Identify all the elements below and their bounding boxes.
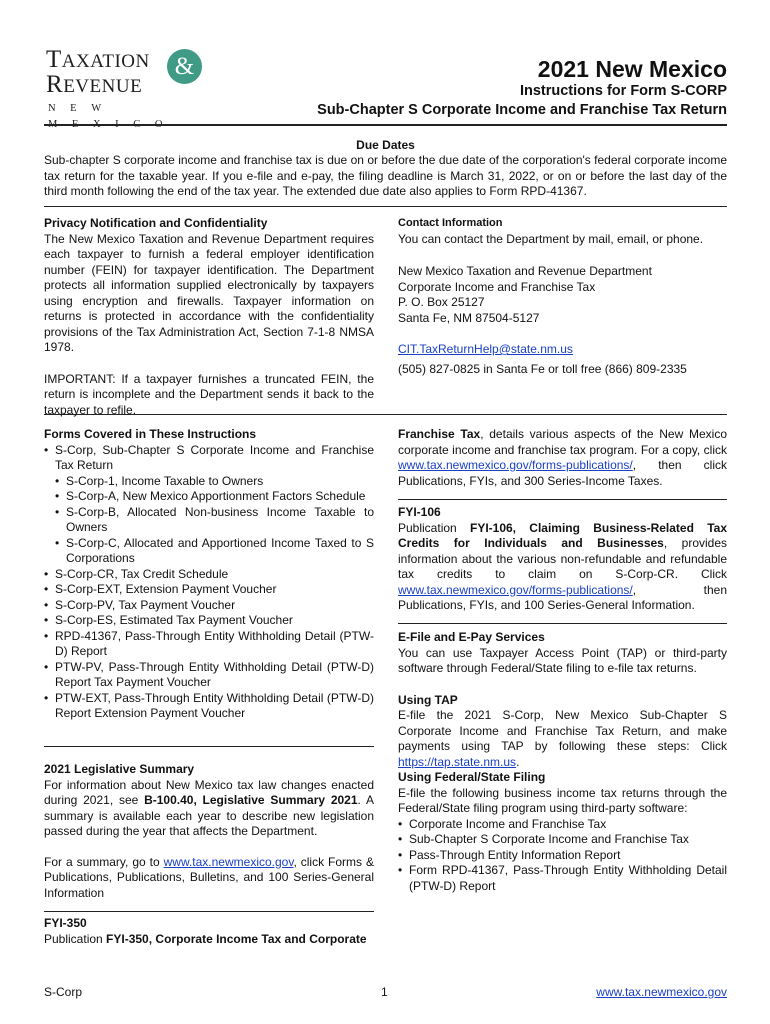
form-list-item: • S-Corp-B, Allocated Non-business Income Taxable to Owners: [44, 505, 374, 536]
fyi106-heading: FYI-106: [398, 505, 441, 519]
forms-rule: [44, 746, 374, 747]
fedstate-list-item: • Form RPD-41367, Pass-Through Entity Withholding Detail (PTW-D) Report: [398, 863, 727, 894]
forms-publications-link[interactable]: www.tax.newmexico.gov/forms-publications/: [398, 582, 633, 597]
agency-logo: [46, 45, 221, 130]
page-subtitle-2: Sub-Chapter S Corporate Income and Franchise Tax Return: [317, 102, 727, 118]
contact-address-line: Santa Fe, NM 87504-5127: [398, 310, 540, 325]
contact-phone: (505) 827-0825 in Santa Fe or toll free (866) 809-2335: [398, 361, 687, 376]
fedstate-list: [398, 817, 727, 895]
form-list-item: • S-Corp-C, Allocated and Apportioned Income Taxed to S Corporations: [44, 536, 374, 567]
legislative-section: [44, 762, 374, 901]
fyi350-heading: FYI-350: [44, 916, 87, 930]
franchise-rule: [398, 499, 727, 500]
form-list-item: • S-Corp, Sub-Chapter S Corporate Income and Franchise Tax Return: [44, 443, 374, 474]
form-list-item: • PTW-PV, Pass-Through Entity Withholding Detail (PTW-D) Report Tax Payment Voucher: [44, 660, 374, 691]
tap-heading: Using TAP: [398, 692, 458, 707]
footer-website-link[interactable]: www.tax.newmexico.gov: [596, 985, 727, 999]
due-dates-heading: Due Dates: [356, 138, 415, 152]
header-rule: [44, 124, 727, 126]
logo-ampersand-badge: &: [167, 49, 202, 84]
form-list-item: • S-Corp-A, New Mexico Apportionment Factors Schedule: [44, 489, 374, 505]
form-list-item: • S-Corp-PV, Tax Payment Voucher: [44, 598, 374, 614]
footer-page-number: 1: [381, 985, 388, 999]
fedstate-text: E-file the following business income tax returns through the Federal/State filing program using third-party software:: [398, 785, 727, 815]
fyi106-rule: [398, 623, 727, 624]
tax-website-link[interactable]: www.tax.newmexico.gov: [163, 854, 294, 869]
contact-address-line: Corporate Income and Franchise Tax: [398, 279, 596, 294]
footer-form-name: S-Corp: [44, 985, 83, 999]
privacy-text: The New Mexico Taxation and Revenue Department requires each taxpayer to furnish a federal employer identification number (FEIN) for taxpayer identification. The Department protects all information supplied electronically by taxpayers using encryption and firewalls. Taxpayer information on returns is protected in accordance with the confidentiality provisions of the Tax Administration Act, Section 7-1-8 NMSA 1978.: [44, 231, 374, 354]
privacy-section: [44, 216, 374, 418]
efile-heading: E-File and E-Pay Services: [398, 630, 545, 644]
tap-link[interactable]: https://tap.state.nm.us: [398, 754, 517, 769]
contact-intro: You can contact the Department by mail, email, or phone.: [398, 231, 704, 246]
contact-address-line: P. O. Box 25127: [398, 295, 485, 309]
page-subtitle: Instructions for Form S-CORP: [519, 83, 727, 99]
fyi106-title: FYI-106, Claiming Business-Related Tax Credits for Individuals and Businesses: [398, 520, 727, 550]
contact-heading: Contact Information: [398, 217, 503, 229]
legislative-heading: 2021 Legislative Summary: [44, 762, 195, 776]
fyi350-section: FYI-350 Publication FYI-350, Corporate Income Tax and Corporate: [44, 916, 379, 947]
efile-text: You can use Taxpayer Access Point (TAP) or third-party software through Federal/State filing to e-file tax returns.: [398, 645, 727, 675]
fedstate-list-item: • Sub-Chapter S Corporate Income and Franchise Tax: [398, 832, 727, 848]
privacy-important: IMPORTANT: If a taxpayer furnishes a truncated FEIN, the return is incomplete and the Department sends it back to the taxpayer to refile.: [44, 371, 374, 417]
page-title: 2021 New Mexico: [537, 56, 727, 82]
form-list-item: • RPD-41367, Pass-Through Entity Withholding Detail (PTW-D) Report: [44, 629, 374, 660]
forms-heading: Forms Covered in These Instructions: [44, 427, 257, 441]
due-dates-text: Sub-chapter S corporate income and franchise tax is due on or before the due date of the corporation's federal corporate income tax return for the taxable year. If you e-file and e-pay, the filing deadline is March 31, 2022, or on or before the last day of the third month following the end of the tax year. The extended due date also applies to Form RPD-41367.: [44, 153, 727, 198]
legislative-text-2: For a summary, go to www.tax.newmexico.gov, click Forms & Publications, Publications, Bulletins, and 100 Series-General Information: [44, 854, 375, 900]
logo-word-revenue: REVENUE: [46, 71, 143, 98]
logo-word-taxation: TAXATION: [46, 46, 150, 73]
fedstate-list-item: • Pass-Through Entity Information Report: [398, 848, 727, 864]
form-list-item: • S-Corp-EXT, Extension Payment Voucher: [44, 582, 374, 598]
contact-email-link[interactable]: CIT.TaxReturnHelp@state.nm.us: [398, 342, 573, 356]
form-list-item: • S-Corp-ES, Estimated Tax Payment Voucher: [44, 613, 374, 629]
privacy-heading: Privacy Notification and Confidentiality: [44, 216, 268, 230]
franchise-text: Franchise Tax, details various aspects of the New Mexico corporate income and franchise tax program. For a copy, click www.tax.newmexico.gov/forms-publications/, then click Publications, FYIs, and 300 Series-Income Taxes.: [398, 427, 727, 488]
logo-new-mexico: NEW MEXICO: [48, 103, 178, 130]
form-list-item: • PTW-EXT, Pass-Through Entity Withholding Detail (PTW-D) Report Extension Payment Voucher: [44, 691, 374, 722]
forms-publications-link[interactable]: www.tax.newmexico.gov/forms-publications/: [398, 458, 633, 472]
legislative-rule: [44, 911, 374, 912]
fyi350-title: FYI-350, Corporate Income Tax and Corporate: [106, 931, 367, 946]
form-list-item: • S-Corp-1, Income Taxable to Owners: [44, 474, 374, 490]
middle-rule: [44, 414, 727, 415]
fyi106-section: FYI-106 Publication FYI-106, Claiming Business-Related Tax Credits for Individuals and Businesses, provides information about the various non-refundable and refundable tax credits to claim on S-Corp-CR. Click www.tax.newmexico.gov/forms-publications/, then Publications, FYIs, and 100 Series-General Information.: [398, 505, 728, 612]
contact-address-line: New Mexico Taxation and Revenue Department: [398, 264, 652, 278]
efile-section: [398, 630, 727, 894]
tap-text: E-file the 2021 S-Corp, New Mexico Sub-Chapter S Corporate Income and Franchise Tax Return, and make payments using TAP by following these steps: Click https://tap.state.nm.us.: [398, 708, 727, 769]
contact-section: [398, 216, 727, 377]
legislative-publication: B-100.40, Legislative Summary 2021: [144, 793, 358, 807]
due-dates-rule: [44, 206, 727, 207]
form-list-item: • S-Corp-CR, Tax Credit Schedule: [44, 567, 374, 583]
fedstate-list-item: • Corporate Income and Franchise Tax: [398, 817, 727, 833]
forms-list: [44, 443, 374, 722]
fedstate-heading: Using Federal/State Filing: [398, 770, 546, 784]
legislative-text-1: For information about New Mexico tax law changes enacted during 2021, see B-100.40, Legislative Summary 2021. A summary is available each year to describe new legislation passed during the year that affects the Department.: [44, 777, 374, 838]
forms-section: [44, 427, 374, 722]
